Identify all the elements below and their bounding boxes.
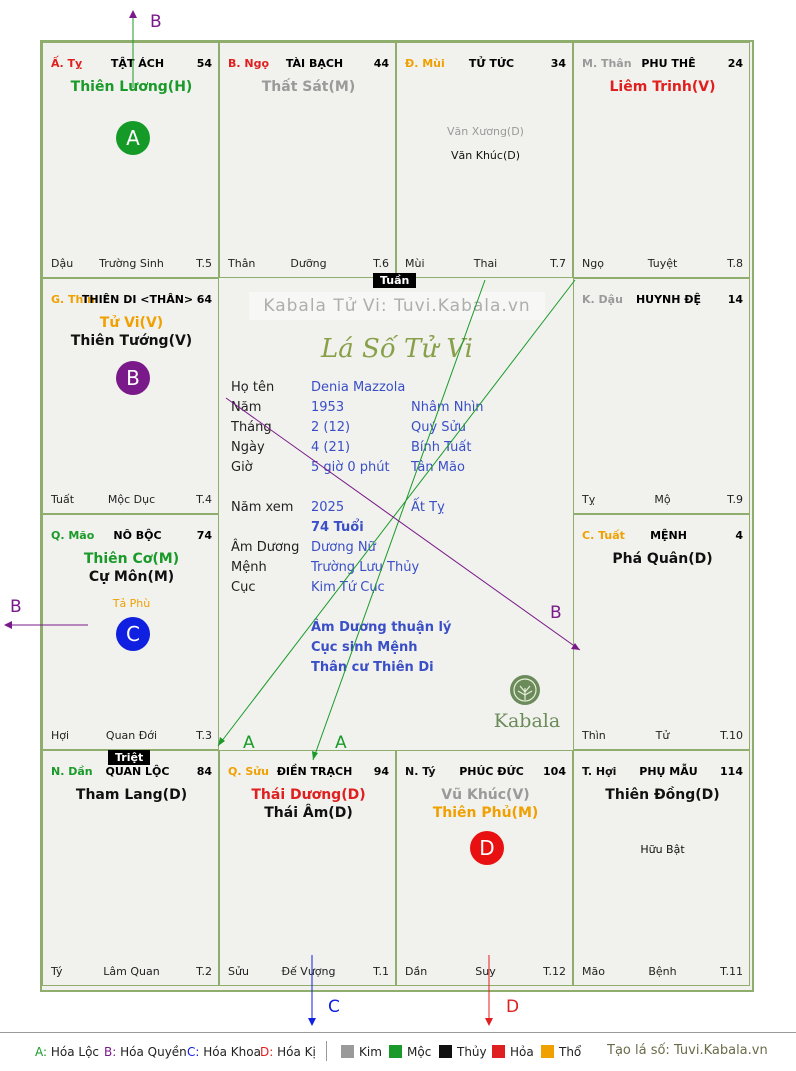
legend-hoa <box>187 1045 261 1059</box>
watermark: Kabala Tử Vi: Tuvi.Kabala.vn <box>249 292 545 320</box>
foot-branch: Thân <box>228 257 256 270</box>
life-stage: Đế Vượng <box>281 965 336 978</box>
palace-name: PHÚC ĐỨC <box>459 765 524 778</box>
triet-marker: Triệt <box>108 750 150 765</box>
info-value: Dương Nữ <box>311 540 376 555</box>
info-value: Kim Tứ Cục <box>311 580 385 595</box>
palace-name: PHU THÊ <box>641 57 696 70</box>
legend-swatch <box>541 1045 554 1058</box>
life-stage: Mộc Dục <box>107 493 156 506</box>
foot-branch: Sửu <box>228 965 249 978</box>
info-label: Năm xem <box>231 500 294 515</box>
foot-branch: Thìn <box>582 729 606 742</box>
info-label: Cục <box>231 580 256 595</box>
palace-age: 34 <box>550 57 566 70</box>
chart-note: Âm Dương thuận lý <box>311 620 452 635</box>
life-stage: Thai <box>473 257 498 270</box>
info-extra: Tân Mão <box>411 460 465 475</box>
life-stage: Bệnh <box>648 965 677 978</box>
info-label: Họ tên <box>231 380 275 395</box>
palace-name: MỆNH <box>650 529 687 542</box>
foot-branch: Ngọ <box>582 257 604 270</box>
minor-star: Tả Phù <box>112 597 151 610</box>
main-star: Thất Sát(M) <box>261 79 356 95</box>
minor-star: Hữu Bật <box>640 843 685 856</box>
palace-name: THIÊN DI <THÂN> <box>81 293 194 306</box>
palace-age: 104 <box>543 765 566 778</box>
info-value: 74 Tuổi <box>311 520 364 535</box>
legend-hoa-letter: A: <box>35 1045 48 1059</box>
hoa-loc-arrows <box>133 12 575 760</box>
main-star: Thiên Đồng(D) <box>605 787 720 803</box>
life-stage: Lâm Quan <box>103 965 160 978</box>
palace-age: 94 <box>373 765 389 778</box>
legend-hoa-text: Hóa Khoa <box>203 1045 261 1059</box>
palace-age: 84 <box>196 765 212 778</box>
info-extra: Quý Sửu <box>411 420 467 435</box>
life-stage: Dưỡng <box>290 257 327 270</box>
palace-age: 44 <box>373 57 389 70</box>
term-number: T.3 <box>196 729 212 742</box>
hoa-quyen-arrows <box>6 398 580 650</box>
palace-branch: Q. Sửu <box>228 765 269 778</box>
palace-age: 64 <box>196 293 212 306</box>
arrow-label-a-2: A <box>335 733 347 753</box>
info-label: Ngày <box>231 440 265 455</box>
palace-branch: N. Dần <box>51 765 93 778</box>
hoa-marker-c: C <box>116 617 150 651</box>
main-star: Liêm Trinh(V) <box>609 79 716 95</box>
credit-link[interactable]: Tạo lá số: Tuvi.Kabala.vn <box>607 1043 768 1058</box>
legend-swatch <box>389 1045 402 1058</box>
legend-swatch <box>439 1045 452 1058</box>
main-star: Vũ Khúc(V) <box>441 787 530 803</box>
legend-element: Mộc <box>407 1045 432 1059</box>
term-number: T.1 <box>373 965 389 978</box>
palace-age: 114 <box>720 765 743 778</box>
legend-hoa-letter: D: <box>260 1045 274 1059</box>
term-number: T.5 <box>196 257 212 270</box>
tuan-marker: Tuần <box>373 273 416 288</box>
foot-branch: Tỵ <box>582 493 596 506</box>
legend-hoa <box>104 1045 187 1059</box>
term-number: T.9 <box>727 493 743 506</box>
info-extra: Bính Tuất <box>411 440 472 455</box>
palace-name: ĐIỀN TRẠCH <box>276 765 353 778</box>
info-label: Mệnh <box>231 560 267 575</box>
main-star: Cự Môn(M) <box>88 569 175 585</box>
term-number: T.12 <box>543 965 566 978</box>
legend-hoa-text: Hóa Lộc <box>50 1045 100 1059</box>
info-value: Denia Mazzola <box>311 380 406 395</box>
palace-branch: K. Dậu <box>582 293 623 306</box>
life-stage: Suy <box>475 965 496 978</box>
hoa-marker-b: B <box>116 361 150 395</box>
chart-note: Cục sinh Mệnh <box>311 640 418 655</box>
arrow-label-b-menh: B <box>550 603 562 623</box>
legend-hoa-letter: B: <box>104 1045 117 1059</box>
chart-title: Lá Số Tử Vi <box>320 334 473 364</box>
foot-branch: Dần <box>405 965 428 978</box>
arrow-label-c: C <box>328 997 340 1017</box>
brand-name: Kabala <box>493 710 561 732</box>
foot-branch: Tý <box>51 965 63 978</box>
palace-branch: N. Tý <box>405 765 436 778</box>
info-extra: Ất Tỵ <box>411 500 445 515</box>
palace-age: 74 <box>196 529 212 542</box>
term-number: T.7 <box>550 257 566 270</box>
info-label: Năm <box>231 400 262 415</box>
palace-name: NÔ BỘC <box>113 529 162 542</box>
main-star: Thái Dương(D) <box>251 787 366 803</box>
term-number: T.6 <box>373 257 389 270</box>
info-value: 1953 <box>311 400 345 415</box>
foot-branch: Dậu <box>51 257 74 270</box>
arrow-label-d: D <box>506 997 520 1017</box>
foot-branch: Hợi <box>51 729 70 742</box>
info-value: 2 (12) <box>311 420 351 435</box>
palace-branch: Ấ. Tỵ <box>51 57 83 70</box>
life-stage: Trường Sinh <box>99 257 164 270</box>
legend-divider <box>326 1041 327 1061</box>
term-number: T.11 <box>720 965 743 978</box>
term-number: T.4 <box>196 493 212 506</box>
palace-branch: G. Thìn <box>51 293 95 306</box>
arrow-label-b-top: B <box>150 12 162 32</box>
legend-element: Thổ <box>559 1045 582 1059</box>
palace-name: HUYNH ĐỆ <box>635 293 702 306</box>
foot-branch: Mùi <box>405 257 425 270</box>
main-star: Thiên Lương(H) <box>70 79 193 95</box>
main-star: Thiên Cơ(M) <box>83 551 180 567</box>
life-stage: Quan Đới <box>105 729 158 742</box>
main-star: Thiên Phủ(M) <box>432 805 539 821</box>
legend-hoa-letter: C: <box>187 1045 200 1059</box>
term-number: T.2 <box>196 965 212 978</box>
life-stage: Tử <box>655 729 670 742</box>
life-stage: Mộ <box>654 493 671 506</box>
main-star: Thiên Tướng(V) <box>70 333 193 349</box>
palace-branch: C. Tuất <box>582 529 625 542</box>
legend-swatch <box>341 1045 354 1058</box>
palace-name: PHỤ MẪU <box>639 765 698 778</box>
info-extra: Nhâm Nhìn <box>411 400 484 415</box>
foot-branch: Tuất <box>51 493 75 506</box>
palace-branch: M. Thân <box>582 57 632 70</box>
palace-age: 14 <box>727 293 743 306</box>
palace-name: TẬT ÁCH <box>110 57 165 70</box>
legend-element: Kim <box>359 1045 382 1059</box>
legend-bar <box>0 1032 796 1071</box>
info-value: 2025 <box>311 500 345 515</box>
info-label: Giờ <box>231 460 253 475</box>
palace-branch: B. Ngọ <box>228 57 270 70</box>
legend-swatch <box>492 1045 505 1058</box>
palace-branch: Q. Mão <box>51 529 95 542</box>
hoa-marker-a: A <box>116 121 150 155</box>
term-number: T.10 <box>720 729 743 742</box>
info-label: Âm Dương <box>231 540 300 555</box>
life-stage: Tuyệt <box>647 257 678 270</box>
legend-hoa <box>260 1045 316 1059</box>
arrow-label-b-left: B <box>10 597 22 617</box>
hoa-marker-d: D <box>470 831 504 865</box>
palace-name: TÀI BẠCH <box>285 57 344 70</box>
palace-branch: Đ. Mùi <box>405 57 445 70</box>
legend-hoa-text: Hóa Quyền <box>120 1045 187 1059</box>
minor-star: Văn Xương(D) <box>447 125 524 138</box>
palace-age: 24 <box>727 57 743 70</box>
chart-note: Thân cư Thiên Di <box>311 660 434 675</box>
legend-element: Thủy <box>457 1045 487 1059</box>
foot-branch: Mão <box>582 965 605 978</box>
arrow-label-a-1: A <box>243 733 255 753</box>
term-number: T.8 <box>727 257 743 270</box>
info-value: 4 (21) <box>311 440 351 455</box>
info-value: Trường Lưu Thủy <box>311 560 420 575</box>
palace-name: QUAN LỘC <box>105 765 170 778</box>
main-star: Tham Lang(D) <box>75 787 188 803</box>
info-value: 5 giờ 0 phút <box>311 460 390 475</box>
palace-age: 4 <box>735 529 743 542</box>
palace-branch: T. Hợi <box>582 765 617 778</box>
main-star: Phá Quân(D) <box>612 551 713 567</box>
legend-hoa-text: Hóa Kị <box>277 1045 316 1059</box>
main-star: Thái Âm(D) <box>264 805 353 821</box>
minor-star: Văn Khúc(D) <box>451 149 520 162</box>
legend-hoa <box>35 1045 99 1059</box>
palace-age: 54 <box>196 57 212 70</box>
legend-element: Hỏa <box>510 1045 534 1059</box>
main-star: Tử Vi(V) <box>99 315 164 331</box>
info-label: Tháng <box>231 420 272 435</box>
palace-name: TỬ TỨC <box>468 57 515 70</box>
